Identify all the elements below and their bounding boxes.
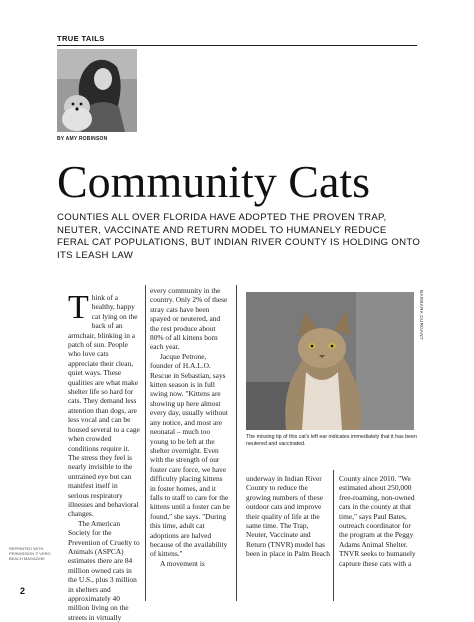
body-paragraph: Jacque Petrone, founder of H.A.L.O. Rescue in Sebastian, says kitten season is in full swing now. "Kittens are showing up here almost every day, usually without any notice, and most are neonatal – much too young to be left at the shelter overnight. Even with the strength of our foster care force, we have difficulty placing kittens in foster homes, and it falls to staff to care for the kittens until a foster can be found," she says. "During this time, adult cat adoptions are halved because of the availability of kittens." — [150, 351, 230, 559]
body-paragraph: The American Society for the Prevention of Cruelty to Animals (ASPCA) estimates there are 84 million owned cats in the U.S., plus 3 million in shelters and approximately 40 million living on the streets in virtually — [68, 518, 140, 622]
section-label: TRUE TAILS — [57, 34, 105, 43]
body-paragraph: every community in the country. Only 2% of these stray cats have been spayed or neutered, and the rest produce about 80% of all kittens born each year. — [150, 286, 228, 352]
body-column-3 — [246, 474, 330, 559]
author-photo — [57, 49, 137, 132]
photo-credit: BARBARA DURDANT — [419, 290, 424, 340]
headline: Community Cats — [57, 156, 371, 207]
column-divider — [236, 285, 237, 601]
body-paragraph: hink of a healthy, happy cat lying on the back of an armchair, blinking in a patch of sun. People who love cats appreciate their clean, quiet ways. These qualities are what make shelter life so hard for cats. They demand less attention than dogs, are less vocal and can be housed several to a cage when crowded conditions require it. The stress they feel is nearly invisible to the untrained eye but can manifest itself in serious respiratory illnesses and behavioral changes. — [68, 293, 140, 519]
page-number: 2 — [20, 586, 26, 596]
body-column-1 — [68, 289, 140, 622]
deck: COUNTIES ALL OVER FLORIDA HAVE ADOPTED THE PROVEN TRAP, NEUTER, VACCINATE AND RETURN MODEL TO HUMANELY REDUCE FERAL CAT POPULATIONS, BUT INDIAN RIVER COUNTY IS HOLDING ONTO ITS LEASH LAW — [57, 212, 421, 261]
reprint-note: REPRINTED WITH PERMISSION © VERO BEACH MAGAZINE — [9, 546, 51, 561]
body-column-4 — [339, 474, 419, 568]
cat-photo — [246, 292, 414, 430]
drop-cap: T — [68, 289, 89, 326]
top-rule — [57, 45, 417, 46]
body-column-2 — [150, 286, 230, 568]
column-divider — [145, 285, 146, 601]
byline: BY AMY ROBINSON — [57, 136, 108, 142]
body-paragraph: County since 2010. "We estimated about 250,000 free-roaming, non-owned cats in the county at that time," says Paul Bates, outreach coordinator for the program at the Peggy Adams Animal Shelter. TNVR seeks to humanely capture these cats with a — [339, 474, 416, 568]
column-divider — [333, 470, 334, 601]
body-paragraph: underway in Indian River County to reduce the growing numbers of these outdoor cats and improve their quality of life at the same time. The Trap, Neuter, Vaccinate and Return (TNVR) model has been in place in Palm Beach — [246, 474, 330, 559]
body-paragraph: A movement is — [160, 558, 205, 568]
photo-caption: The missing tip of this cat's left ear indicates immediately that it has been neutered and vaccinated. — [246, 434, 417, 447]
